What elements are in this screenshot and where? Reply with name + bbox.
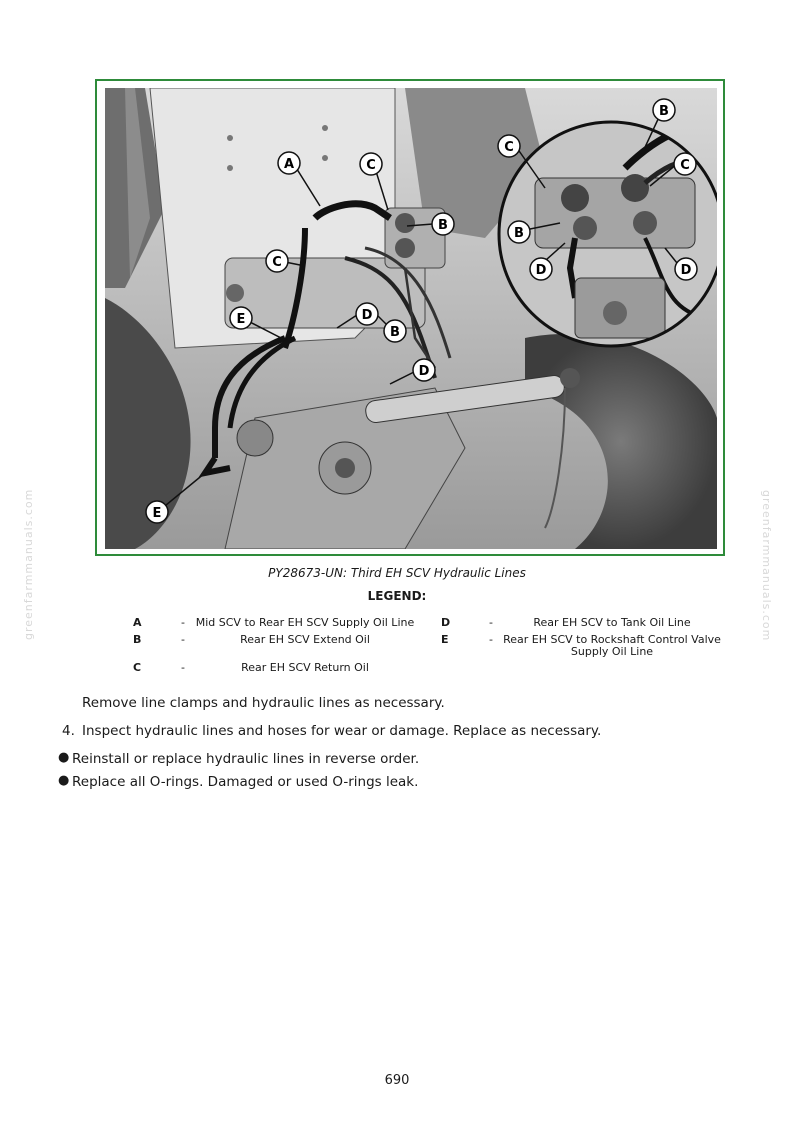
step-number: 4. (62, 723, 75, 739)
svg-text:B: B (438, 218, 448, 233)
svg-text:D: D (680, 263, 692, 278)
callout-d (530, 258, 552, 280)
callout-c (266, 250, 288, 272)
legend-text-d: Rear EH SCV to Tank Oil Line (533, 616, 691, 629)
callout-b (508, 221, 530, 243)
svg-text:C: C (272, 255, 282, 270)
svg-text:E: E (152, 506, 162, 521)
legend-key-b: B (133, 633, 142, 646)
legend-sep: - (489, 616, 493, 629)
legend-sep: - (181, 661, 185, 674)
svg-text:B: B (514, 226, 524, 241)
figure-caption: PY28673-UN: Third EH SCV Hydraulic Lines (268, 566, 526, 580)
bullet-icon: ● (58, 750, 70, 765)
legend-text-a: Mid SCV to Rear EH SCV Supply Oil Line (195, 616, 415, 629)
step-text: Inspect hydraulic lines and hoses for wear or damage. Replace as necessary. (82, 723, 602, 739)
legend-key-e: E (441, 633, 449, 646)
legend-text-b: Rear EH SCV Extend Oil (240, 633, 370, 646)
step-intro: Remove line clamps and hydraulic lines as necessary. (82, 695, 445, 711)
legend-key-a: A (133, 616, 142, 629)
callout-c (674, 153, 696, 175)
page-number: 690 (384, 1073, 410, 1088)
callout-e (146, 501, 168, 523)
legend-sep: - (181, 616, 185, 629)
figure-frame (95, 79, 725, 556)
legend-text-e (500, 634, 724, 658)
svg-text:A: A (283, 157, 295, 172)
svg-text:D: D (535, 263, 547, 278)
bullet-icon: ● (58, 773, 70, 788)
svg-text:C: C (680, 158, 690, 173)
callout-b (653, 99, 675, 121)
legend-key-c: C (133, 661, 142, 674)
svg-text:E: E (236, 312, 246, 327)
hydraulic-lines-illustration (105, 88, 717, 549)
callout-d (356, 303, 378, 325)
legend-sep: - (489, 633, 493, 646)
callout-d (675, 258, 697, 280)
legend-text-e-line2: Supply Oil Line (570, 645, 654, 658)
callout-b (384, 320, 406, 342)
legend-sep: - (181, 633, 185, 646)
svg-text:C: C (366, 158, 376, 173)
watermark-left: greenfarmmanuals.com (22, 488, 35, 640)
legend-title: LEGEND: (367, 589, 427, 603)
callout-b (432, 213, 454, 235)
watermark-right: greenfarmmanuals.com (760, 490, 773, 642)
callout-a (278, 152, 300, 174)
legend-text-e-line1: Rear EH SCV to Rockshaft Control Valve (503, 633, 721, 646)
legend-key-d: D (441, 616, 451, 629)
callout-c (360, 153, 382, 175)
bullet-item: Reinstall or replace hydraulic lines in reverse order. (72, 751, 420, 767)
callout-c (498, 135, 520, 157)
bullet-item: Replace all O-rings. Damaged or used O-rings leak. (72, 774, 419, 790)
callout-e (230, 307, 252, 329)
svg-text:D: D (361, 308, 373, 323)
legend-text-c: Rear EH SCV Return Oil (241, 661, 369, 674)
callout-d (413, 359, 435, 381)
svg-text:D: D (418, 364, 430, 379)
svg-text:B: B (659, 104, 669, 119)
svg-text:C: C (504, 140, 514, 155)
svg-text:B: B (390, 325, 400, 340)
